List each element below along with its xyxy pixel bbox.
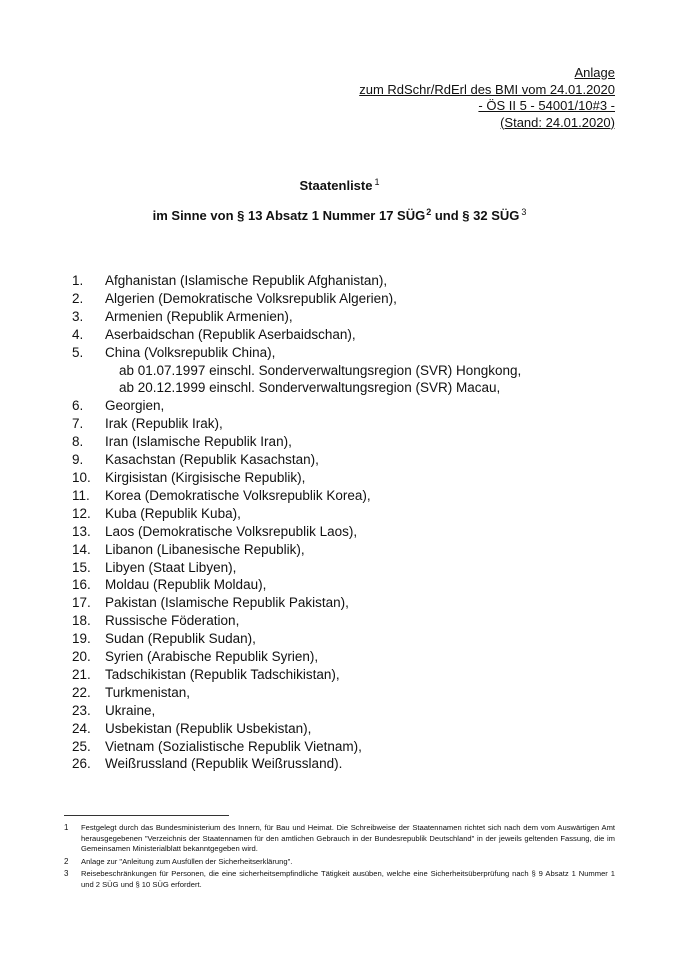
list-item-number: 23. — [72, 702, 91, 718]
title-text: Staatenliste — [299, 178, 373, 193]
list-item-number: 5. — [72, 344, 84, 360]
list-subitem-text: ab 20.12.1999 einschl. Sonderverwaltungsregion (SVR) Macau, — [119, 380, 501, 396]
list-subitem-text: ab 01.07.1997 einschl. Sonderverwaltungsregion (SVR) Hongkong, — [119, 362, 522, 378]
list-item-number: 4. — [72, 326, 84, 342]
document-subtitle — [0, 207, 679, 223]
list-item-text: Kuba (Republik Kuba), — [105, 505, 241, 521]
list-item-number: 26. — [72, 756, 91, 772]
list-item-number: 9. — [72, 452, 84, 468]
list-item — [72, 541, 632, 559]
list-item-text: Sudan (Republik Sudan), — [105, 631, 256, 647]
list-item-number: 20. — [72, 649, 91, 665]
list-item-text: Kirgisistan (Kirgisische Republik), — [105, 469, 306, 485]
header-reference-line: zum RdSchr/RdErl des BMI vom 24.01.2020 — [359, 81, 615, 97]
list-item — [72, 469, 632, 487]
subtitle-footnote-ref-3: 3 — [521, 207, 527, 217]
list-item-text: Korea (Demokratische Volksrepublik Korea), — [105, 487, 371, 503]
list-item-number: 24. — [72, 720, 91, 736]
list-item — [72, 487, 632, 505]
list-item — [72, 648, 632, 666]
list-item-text: Syrien (Arabische Republik Syrien), — [105, 649, 319, 665]
subtitle-part-1: im Sinne von § 13 Absatz 1 Nummer 17 SÜG — [152, 208, 426, 223]
footnotes — [64, 823, 615, 892]
list-item-number: 7. — [72, 416, 84, 432]
list-item-number: 2. — [72, 290, 84, 306]
subtitle-footnote-ref-2: 2 — [426, 207, 432, 217]
list-item — [72, 630, 632, 648]
list-item-text: Laos (Demokratische Volksrepublik Laos), — [105, 523, 358, 539]
list-item-text: Libanon (Libanesische Republik), — [105, 541, 305, 557]
list-item-text: Ukraine, — [105, 702, 156, 718]
list-item-number: 11. — [72, 487, 90, 503]
footnote-text: Anlage zur "Anleitung zum Ausfüllen der Sicherheitserklärung". — [81, 856, 293, 866]
list-item-number: 10. — [72, 469, 91, 485]
list-item — [72, 702, 632, 720]
list-item — [72, 344, 632, 362]
list-item-number: 6. — [72, 398, 84, 414]
list-item-number: 18. — [72, 613, 91, 629]
list-item — [72, 720, 632, 738]
list-item — [72, 738, 632, 756]
list-item — [72, 576, 632, 594]
list-item — [72, 505, 632, 523]
list-item — [72, 415, 632, 433]
footnote-2 — [64, 857, 615, 868]
footnote-number: 2 — [64, 856, 69, 866]
footnote-3 — [64, 869, 615, 890]
list-item — [72, 326, 632, 344]
list-item-text: Moldau (Republik Moldau), — [105, 577, 267, 593]
list-item-text: Weißrussland (Republik Weißrussland). — [105, 756, 343, 772]
list-item — [72, 433, 632, 451]
list-item — [72, 523, 632, 541]
header-status-date: (Stand: 24.01.2020) — [500, 114, 615, 130]
list-subitem-macau — [72, 379, 632, 397]
list-item-number: 14. — [72, 541, 91, 557]
list-item-text: Kasachstan (Republik Kasachstan), — [105, 452, 319, 468]
list-item-number: 1. — [72, 273, 84, 288]
list-item-text: Afghanistan (Islamische Republik Afghanistan), — [105, 273, 388, 288]
list-item — [72, 290, 632, 308]
header-file-number: - ÖS II 5 - 54001/10#3 - — [478, 98, 615, 113]
footnote-text: Festgelegt durch das Bundesministerium des Innern, für Bau und Heimat. Die Schreibweise der Staatennamen richtet sich nach dem vom Auswärtigen Amt herausgegebenen "Verzeichnis der Staatennamen für den amtlichen Gebrauch in der Bundesrepublik Deutschland" in der jeweils geltenden Fassung, die im Gemeinsamen Ministerialblatt bekanntgegeben wird. — [81, 823, 615, 853]
list-item-number: 22. — [72, 684, 91, 700]
footnote-text: Reisebeschränkungen für Personen, die eine sicherheitsempfindliche Tätigkeit ausüben, welche eine Sicherheitsüberprüfung nach § 9 Absatz 1 Nummer 1 und 2 SÜG und § 10 SÜG erfordert. — [81, 869, 615, 889]
list-item — [72, 397, 632, 415]
list-item — [72, 684, 632, 702]
list-item-text: Usbekistan (Republik Usbekistan), — [105, 720, 312, 736]
document-header — [359, 65, 615, 131]
document-title — [0, 177, 679, 193]
list-item-number: 17. — [72, 595, 91, 611]
list-item-text: Vietnam (Sozialistische Republik Vietnam), — [105, 738, 362, 754]
footnote-number: 3 — [64, 869, 69, 878]
footnote-number: 1 — [64, 823, 69, 832]
list-item — [72, 612, 632, 630]
list-item-number: 13. — [72, 523, 91, 539]
list-item — [72, 272, 632, 290]
list-item-text: Turkmenistan, — [105, 684, 191, 700]
list-item-text: Tadschikistan (Republik Tadschikistan), — [105, 666, 340, 682]
list-item — [72, 308, 632, 326]
header-annex-label: Anlage — [574, 65, 615, 80]
list-item-text: Georgien, — [105, 398, 165, 414]
list-item-text: Pakistan (Islamische Republik Pakistan), — [105, 595, 349, 611]
list-item-number: 15. — [72, 559, 91, 575]
list-item-text: Iran (Islamische Republik Iran), — [105, 434, 292, 450]
list-item — [72, 755, 632, 773]
footnote-1 — [64, 823, 615, 855]
list-item-text: Armenien (Republik Armenien), — [105, 308, 293, 324]
list-item-number: 8. — [72, 434, 84, 450]
list-item-text: Irak (Republik Irak), — [105, 416, 223, 432]
list-item-number: 19. — [72, 631, 91, 647]
list-subitem-hongkong — [72, 362, 632, 380]
list-item-number: 21. — [72, 666, 91, 682]
list-item — [72, 559, 632, 577]
list-item — [72, 666, 632, 684]
list-item-text: Algerien (Demokratische Volksrepublik Algerien), — [105, 290, 397, 306]
list-item — [72, 594, 632, 612]
country-list — [72, 272, 632, 773]
list-item-number: 16. — [72, 577, 91, 593]
list-item-text: Russische Föderation, — [105, 613, 240, 629]
list-item-number: 12. — [72, 505, 91, 521]
subtitle-part-2: und § 32 SÜG — [431, 208, 520, 223]
title-footnote-ref: 1 — [374, 177, 380, 187]
list-item-text: Libyen (Staat Libyen), — [105, 559, 237, 575]
list-item-number: 25. — [72, 738, 91, 754]
list-item — [72, 451, 632, 469]
list-item-text: Aserbaidschan (Republik Aserbaidschan), — [105, 326, 356, 342]
list-item-text: China (Volksrepublik China), — [105, 344, 276, 360]
footnote-divider — [64, 815, 229, 816]
list-item-number: 3. — [72, 308, 84, 324]
